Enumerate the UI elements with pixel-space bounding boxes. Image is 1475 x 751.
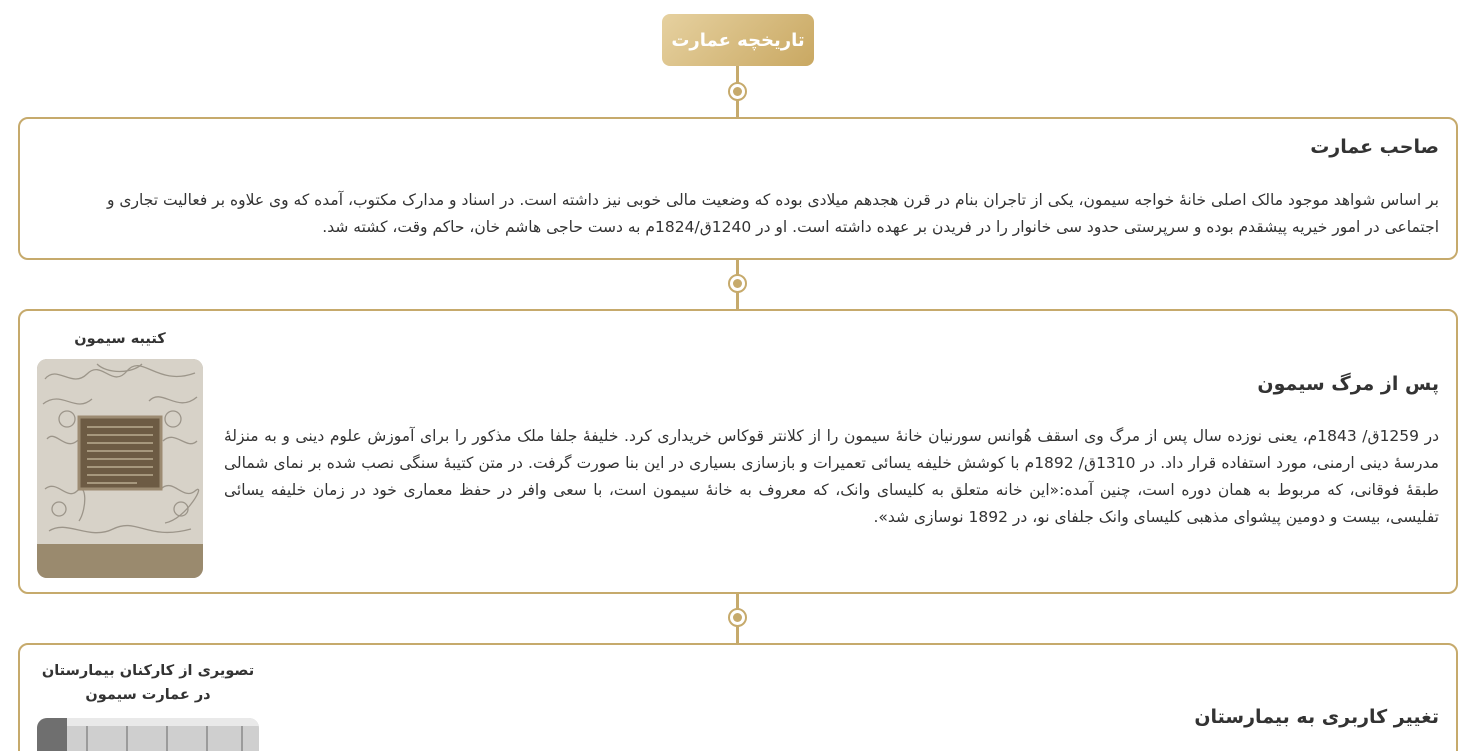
timeline-card-after-death [18, 309, 1458, 594]
page-title: تاریخچه عمارت [662, 14, 814, 66]
timeline-dot [728, 608, 747, 627]
figure [37, 327, 203, 351]
section-title: صاحب عمارت [1310, 136, 1439, 158]
inscription-image[interactable] [37, 359, 203, 578]
section-title: تغییر کاربری به بیمارستان [1194, 706, 1439, 728]
timeline-dot [728, 82, 747, 101]
hospital-staff-image[interactable] [37, 718, 259, 751]
figure [37, 659, 259, 707]
section-title: پس از مرگ سیمون [1257, 373, 1439, 395]
figure-caption: کتیبه سیمون [74, 331, 166, 347]
section-text: در 1259ق/ 1843م، یعنی نوزده سال پس از مرگ وی اسقف هُوانس سورنیان خانۀ سیمون را از کلانتر قوکاس خریداری کرد. خلیفۀ جلفا ملک مذکور را برای آموزش علوم دینی و به منزلۀ مدرسۀ دینی ارمنی، مورد استفاده قرار داد. در 1310ق/ 1892م با کوشش خلیفه یسائی تعمیرات و بازسازی بسیاری در این بنا صورت گرفت. در متن کتیبۀ سنگی نصب شده بر نمای شمالی طبقۀ فوقانی، که مربوط به همان دوره است، چنین آمده:«این خانه متعلق به کلیسای وانک، که معروف به خانۀ سیمون است، با سعی وافر در حفظ معماری خود در زمان خلیفه یسائی تفلیسی، بیست و دومین پیشوای مذهبی کلیسای وانک جلفای نو، در 1892 نوسازی شد». [224, 427, 1439, 526]
timeline-dot [728, 274, 747, 293]
timeline-card-hospital [18, 643, 1458, 751]
timeline-card-owner [18, 117, 1458, 260]
figure-caption: تصویری از کارکنان بیمارستان در عمارت سیمون [41, 663, 255, 703]
section-text: بر اساس شواهد موجود مالک اصلی خانۀ خواجه سیمون، یکی از تاجران بنام در قرن هجدهم میلادی بوده که وضعیت مالی خوبی نیز داشته است. در اسناد و مدارک مکتوب، آمده که وی علاوه بر فعالیت تجاری و اجتماعی در امور خیریه پیشقدم بوده و سرپرستی حدود سی خانوار را در فریدن بر عهده داشته است. او در 1240ق/1824م به دست حاجی هاشم خان، حاکم وقت، کشته شد. [107, 191, 1439, 236]
